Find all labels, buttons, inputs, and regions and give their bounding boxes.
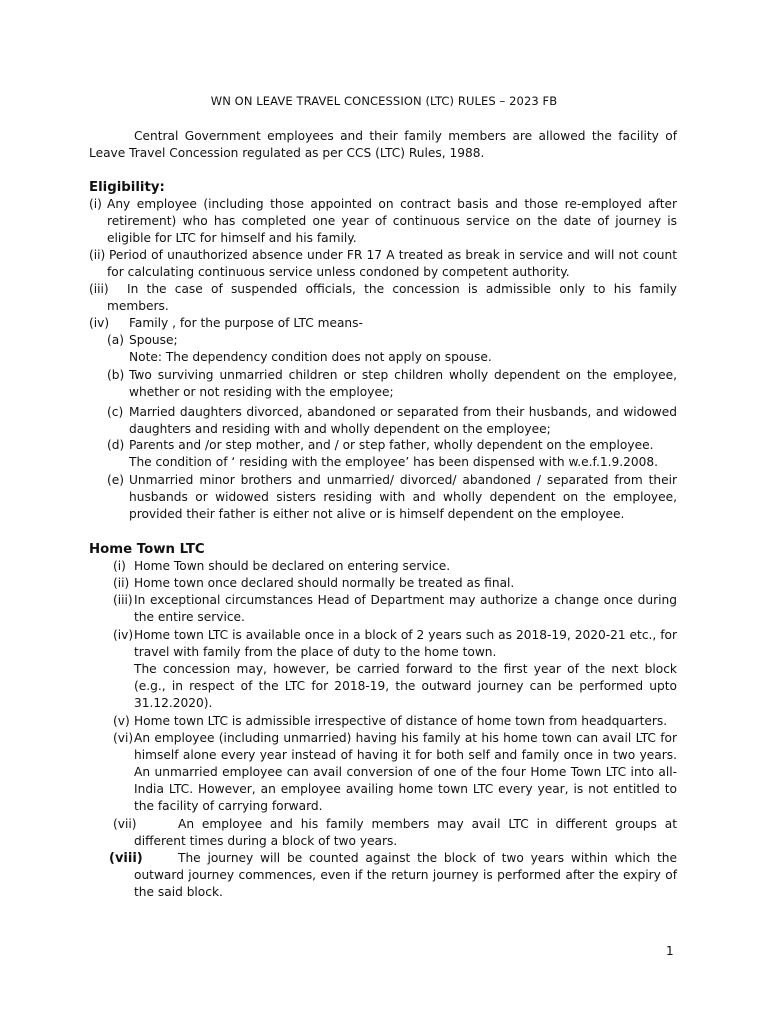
family-item-a-marker: (a) — [107, 333, 124, 347]
home-town-item-viii — [109, 850, 677, 901]
home-town-item-ii — [113, 575, 677, 592]
eligibility-item-iii-text: In the case of suspended officials, the concession is admissible only to his family members. — [107, 282, 677, 313]
document-title: WN ON LEAVE TRAVEL CONCESSION (LTC) RULES – 2023 FB — [210, 94, 558, 108]
home-town-item-iv-text: Home town LTC is available once in a block of 2 years such as 2018-19, 2020-21 etc., for travel with family from the place of duty to the home town. — [134, 628, 677, 659]
home-town-heading: Home Town LTC — [89, 542, 205, 557]
family-item-d — [107, 437, 677, 471]
home-town-item-v-marker: (v) — [113, 714, 130, 728]
home-town-item-iii-text: In exceptional circumstances Head of Department may authorize a change once during the entire service. — [134, 593, 677, 624]
family-item-d-text2: The condition of ‘ residing with the employee’ has been dispensed with w.e.f.1.9.2008. — [129, 455, 658, 469]
home-town-item-i — [113, 558, 677, 575]
family-item-c — [107, 404, 677, 438]
home-town-item-viii-text: The journey will be counted against the block of two years within which the outward journey commences, even if the return journey is performed after the expiry of the said block. — [134, 851, 677, 899]
family-item-b-text: Two surviving unmarried children or step children wholly dependent on the employee, whether or not residing with the employee; — [129, 368, 677, 399]
eligibility-heading: Eligibility: — [89, 180, 165, 195]
family-item-a — [107, 332, 677, 366]
home-town-item-i-marker: (i) — [113, 559, 126, 573]
eligibility-item-i-marker: (i) — [89, 197, 102, 211]
home-town-item-vi-marker: (vi) — [113, 731, 134, 745]
intro-paragraph: Central Government employees and their family members are allowed the facility of Leave Travel Concession regulated as per CCS (LTC) Rules, 1988. — [89, 129, 677, 160]
family-item-c-text: Married daughters divorced, abandoned or separated from their husbands, and widowed daughters and residing with and wholly dependent on the employee; — [129, 405, 677, 436]
home-town-item-viii-marker: (viii) — [109, 851, 143, 866]
family-item-e-text: Unmarried minor brothers and unmarried/ divorced/ abandoned / separated from their husbands or widowed sisters residing with and wholly dependent on the employee, provided their father is either not alive or is himself dependent on the employee. — [129, 473, 677, 521]
home-town-item-iv-text2: The concession may, however, be carried forward to the first year of the next block (e.g., in respect of the LTC for 2018-19, the outward journey can be performed upto 31.12.2020). — [134, 662, 677, 710]
family-item-d-marker: (d) — [107, 438, 125, 452]
home-town-item-i-text: Home Town should be declared on entering service. — [134, 559, 451, 573]
home-town-item-iv — [113, 627, 677, 712]
family-item-b-marker: (b) — [107, 368, 125, 382]
home-town-item-vii-marker: (vii) — [113, 817, 137, 831]
eligibility-item-ii — [89, 247, 677, 281]
family-item-e — [107, 472, 677, 523]
home-town-item-v — [113, 713, 677, 730]
home-town-item-ii-marker: (ii) — [113, 576, 130, 590]
eligibility-item-ii-marker: (ii) — [89, 248, 106, 262]
home-town-item-iii — [113, 592, 677, 626]
home-town-item-iii-marker: (iii) — [113, 593, 133, 607]
family-item-a-text: Spouse; — [129, 333, 178, 347]
family-item-c-marker: (c) — [107, 405, 124, 419]
eligibility-item-i — [89, 196, 677, 247]
home-town-item-vii — [113, 816, 677, 850]
home-town-item-ii-text: Home town once declared should normally be treated as final. — [134, 576, 515, 590]
home-town-item-vi-text: An employee (including unmarried) having his family at his home town can avail LTC for himself alone every year instead of having it for both self and family once in two years. An unmarried employee can avail conversion of one of the four Home Town LTC into all-India LTC. However, an employee availing home town LTC every year, is not entitled to the facility of carrying forward. — [134, 731, 677, 813]
home-town-item-v-text: Home town LTC is admissible irrespective of distance of home town from headquarters. — [134, 714, 668, 728]
eligibility-item-iv — [89, 315, 677, 332]
home-town-item-vi — [113, 730, 677, 815]
home-town-item-vii-text: An employee and his family members may avail LTC in different groups at different times during a block of two years. — [134, 817, 677, 848]
family-item-b — [107, 367, 677, 401]
family-item-d-text: Parents and /or step mother, and / or step father, wholly dependent on the employee. — [129, 438, 654, 452]
eligibility-item-iii — [89, 281, 677, 315]
eligibility-item-i-text: Any employee (including those appointed on contract basis and those re-employed after retirement) who has completed one year of continuous service on the date of journey is eligible for LTC for himself and his family. — [107, 197, 677, 245]
eligibility-item-iii-marker: (iii) — [89, 282, 109, 296]
eligibility-item-iv-text: Family , for the purpose of LTC means- — [129, 316, 363, 330]
family-item-a-note: Note: The dependency condition does not apply on spouse. — [129, 350, 492, 364]
family-item-e-marker: (e) — [107, 473, 125, 487]
home-town-item-iv-marker: (iv) — [113, 628, 134, 642]
eligibility-item-iv-marker: (iv) — [89, 316, 110, 330]
page-number: 1 — [666, 944, 674, 958]
eligibility-item-ii-text: Period of unauthorized absence under FR 17 A treated as break in service and will not count for calculating continuous service unless condoned by competent authority. — [107, 248, 677, 279]
